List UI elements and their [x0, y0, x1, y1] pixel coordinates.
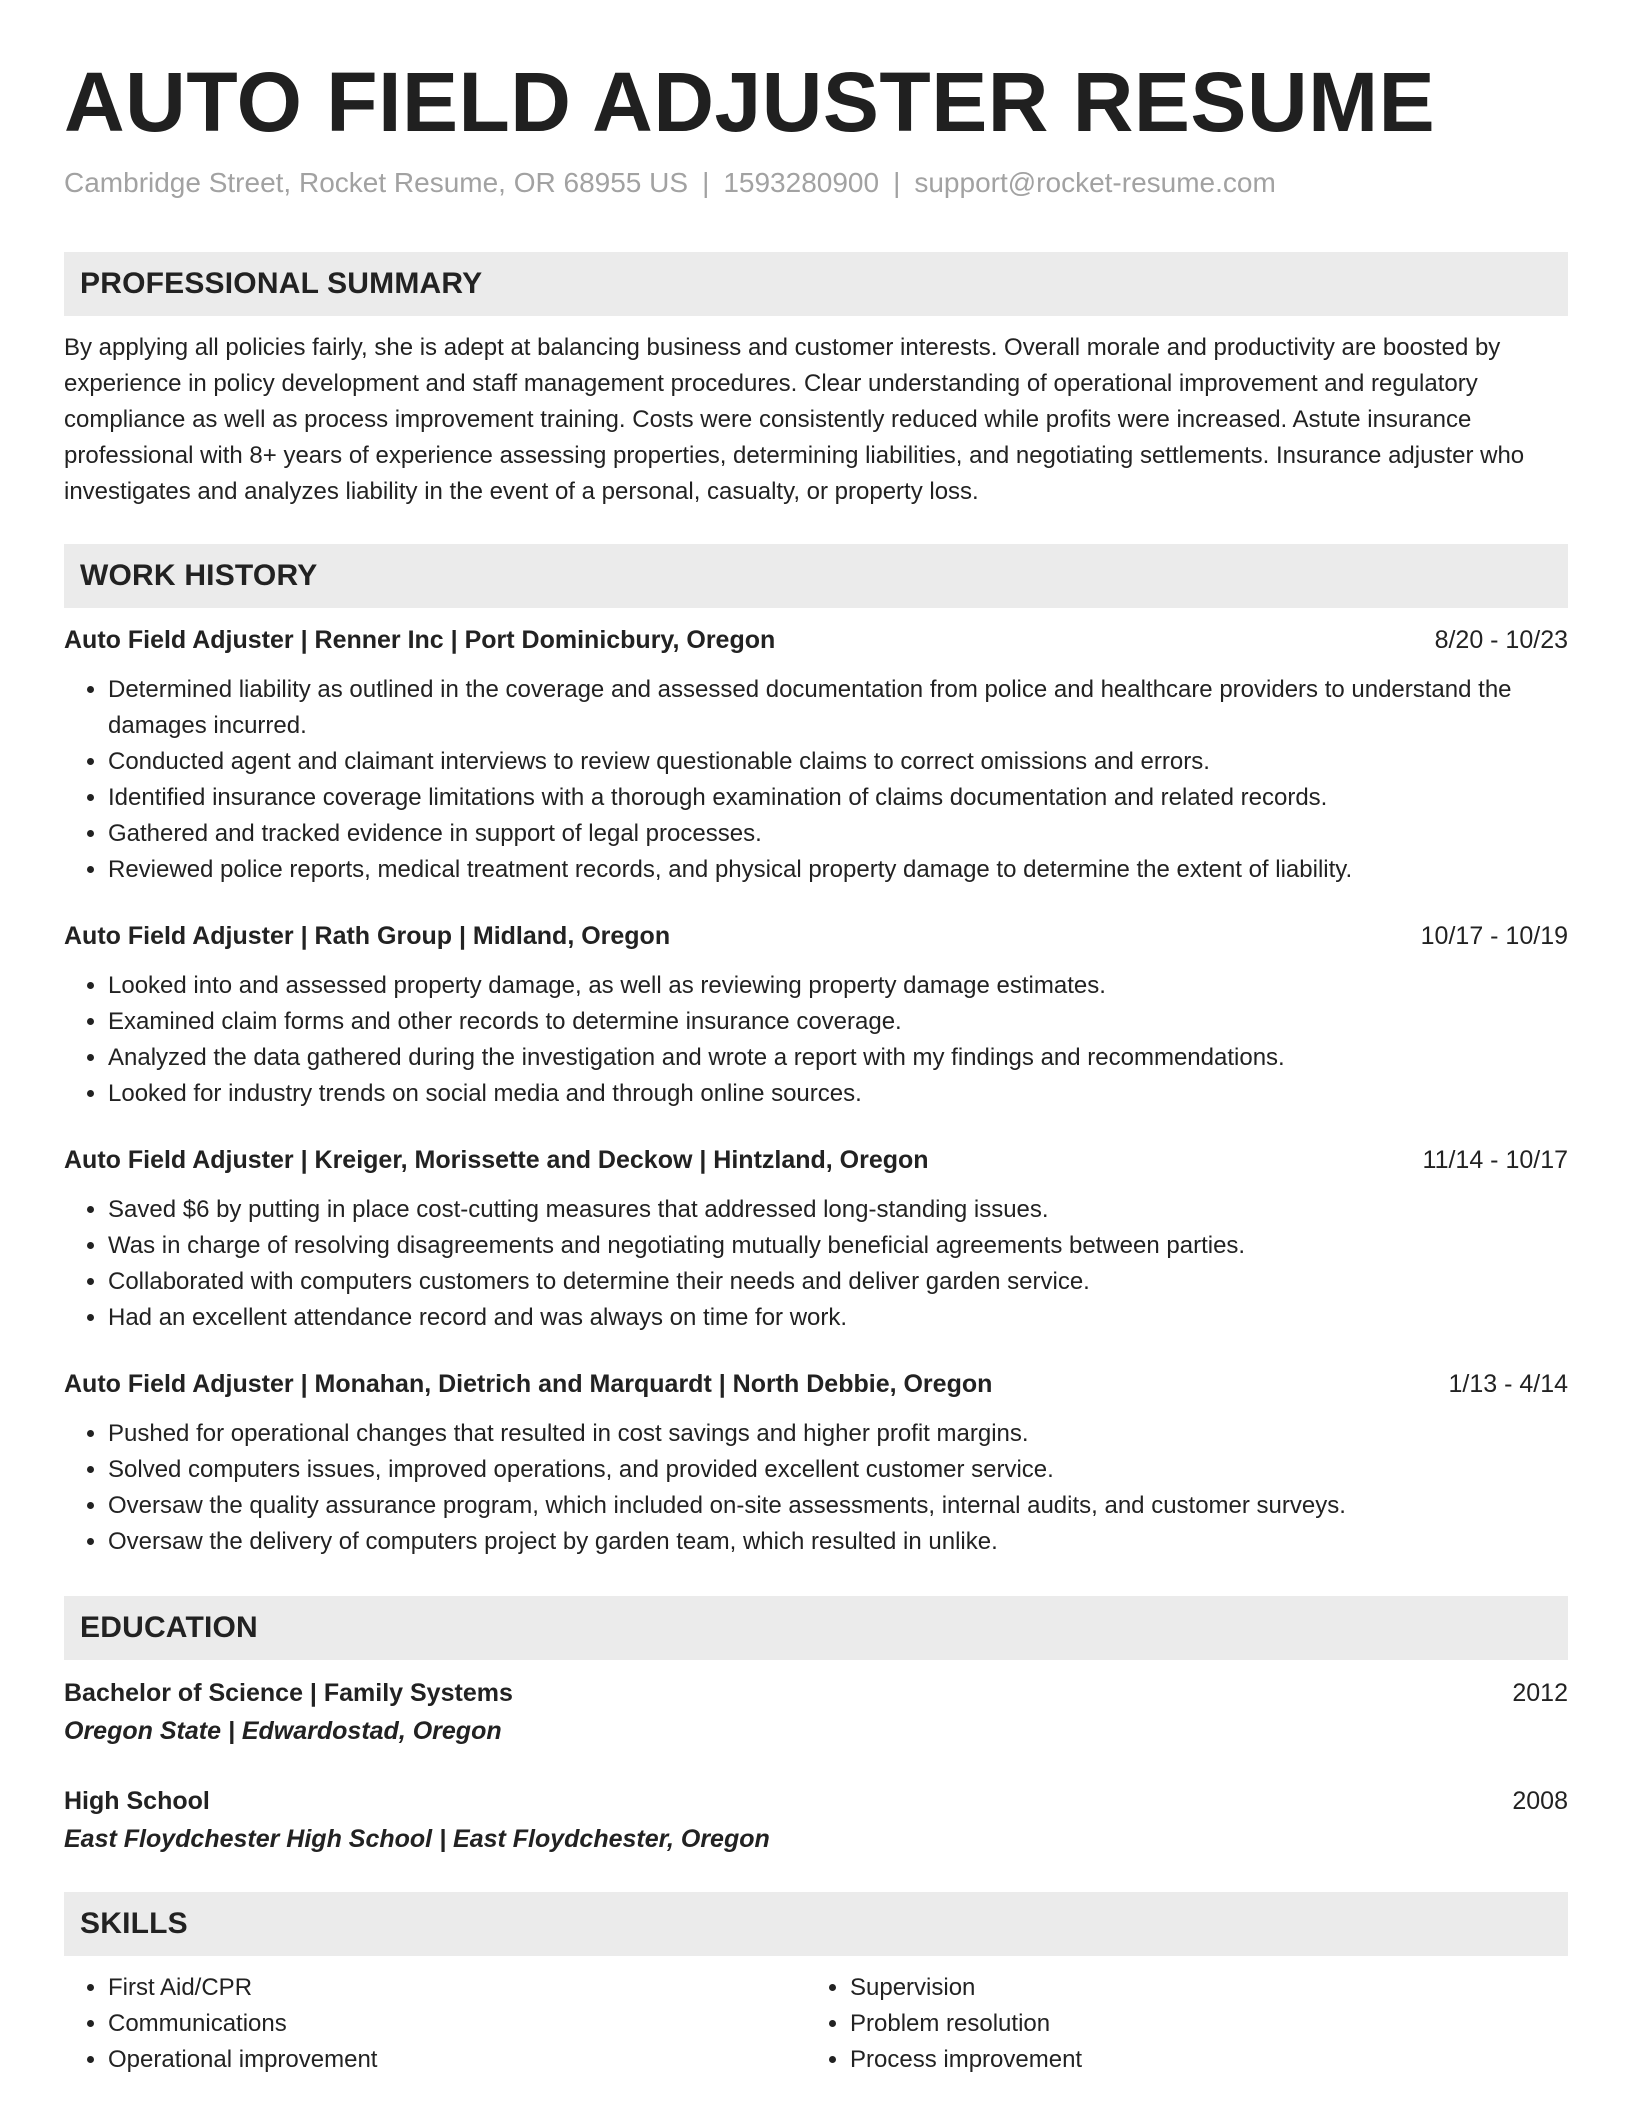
- contact-line: [64, 166, 1568, 200]
- skill-item: • First Aid/CPR: [108, 1970, 806, 2006]
- skill-item: • Communications: [108, 2006, 806, 2042]
- job-entry: [64, 918, 1568, 1112]
- job-title: Auto Field Adjuster | Kreiger, Morissette and Deckow | Hintzland, Oregon: [64, 1145, 929, 1174]
- job-bullet: • Reviewed police reports, medical treatment records, and physical property damage to determine the extent of liability.: [108, 852, 1568, 888]
- section-heading-summary: PROFESSIONAL SUMMARY: [64, 252, 1568, 316]
- section-heading-education: EDUCATION: [64, 1596, 1568, 1660]
- job-bullet: • Looked into and assessed property damage, as well as reviewing property damage estimates.: [108, 968, 1568, 1004]
- job-entry: [64, 622, 1568, 888]
- education-year: 2012: [1512, 1678, 1568, 1707]
- education-school: East Floydchester High School | East Floydchester, Oregon: [64, 1824, 770, 1853]
- contact-separator: |: [702, 167, 710, 199]
- job-bullet: • Pushed for operational changes that resulted in cost savings and higher profit margins.: [108, 1416, 1568, 1452]
- education-school: Oregon State | Edwardostad, Oregon: [64, 1716, 502, 1745]
- education-entry: [64, 1782, 1568, 1858]
- job-title: Auto Field Adjuster | Renner Inc | Port Dominicbury, Oregon: [64, 625, 776, 654]
- job-bullet: • Conducted agent and claimant interviews to review questionable claims to correct omissions and errors.: [108, 744, 1568, 780]
- contact-phone: 1593280900: [723, 167, 880, 199]
- job-bullet: • Identified insurance coverage limitations with a thorough examination of claims documentation and related records.: [108, 780, 1568, 816]
- skills-column-left: [64, 1970, 806, 2078]
- job-bullet: • Oversaw the quality assurance program, which included on-site assessments, internal audits, and customer surveys.: [108, 1488, 1568, 1524]
- skills-column-right: [806, 1970, 1548, 2078]
- job-title: Auto Field Adjuster | Monahan, Dietrich and Marquardt | North Debbie, Oregon: [64, 1369, 993, 1398]
- job-dates: 8/20 - 10/23: [1434, 625, 1568, 654]
- education-entry: [64, 1674, 1568, 1750]
- job-bullet: • Determined liability as outlined in the coverage and assessed documentation from police and healthcare providers to understand the damages incurred.: [108, 672, 1568, 744]
- education-degree: Bachelor of Science | Family Systems: [64, 1678, 513, 1707]
- contact-separator: |: [893, 167, 901, 199]
- job-bullet: • Looked for industry trends on social media and through online sources.: [108, 1076, 1568, 1112]
- job-title: Auto Field Adjuster | Rath Group | Midland, Oregon: [64, 921, 671, 950]
- job-bullet: • Solved computers issues, improved operations, and provided excellent customer service.: [108, 1452, 1568, 1488]
- job-entry: [64, 1142, 1568, 1336]
- job-dates: 11/14 - 10/17: [1422, 1145, 1568, 1174]
- job-bullets: [64, 968, 1568, 1112]
- education-degree: High School: [64, 1786, 210, 1815]
- contact-address: Cambridge Street, Rocket Resume, OR 68955 US: [64, 167, 689, 199]
- job-bullet: • Collaborated with computers customers to determine their needs and deliver garden service.: [108, 1264, 1568, 1300]
- job-bullets: [64, 672, 1568, 888]
- job-bullet: • Examined claim forms and other records to determine insurance coverage.: [108, 1004, 1568, 1040]
- skill-item: • Problem resolution: [850, 2006, 1548, 2042]
- job-bullet: • Oversaw the delivery of computers project by garden team, which resulted in unlike.: [108, 1524, 1568, 1560]
- skill-item: • Operational improvement: [108, 2042, 806, 2078]
- skills-list: [64, 1970, 1568, 2078]
- job-dates: 1/13 - 4/14: [1448, 1369, 1568, 1398]
- skill-item: • Supervision: [850, 1970, 1548, 2006]
- education-year: 2008: [1512, 1786, 1568, 1815]
- job-bullets: [64, 1192, 1568, 1336]
- job-bullet: • Analyzed the data gathered during the investigation and wrote a report with my findings and recommendations.: [108, 1040, 1568, 1076]
- job-bullet: • Had an excellent attendance record and was always on time for work.: [108, 1300, 1568, 1336]
- section-heading-work-history: WORK HISTORY: [64, 544, 1568, 608]
- job-bullet: • Saved $6 by putting in place cost-cutting measures that addressed long-standing issues.: [108, 1192, 1568, 1228]
- job-dates: 10/17 - 10/19: [1420, 921, 1568, 950]
- job-bullet: • Gathered and tracked evidence in support of legal processes.: [108, 816, 1568, 852]
- contact-email: support@rocket-resume.com: [914, 167, 1276, 199]
- job-entry: [64, 1366, 1568, 1560]
- resume-title: AUTO FIELD ADJUSTER RESUME: [64, 55, 1436, 149]
- section-heading-skills: SKILLS: [64, 1892, 1568, 1956]
- job-bullet: • Was in charge of resolving disagreements and negotiating mutually beneficial agreements between parties.: [108, 1228, 1568, 1264]
- job-bullets: [64, 1416, 1568, 1560]
- skill-item: • Process improvement: [850, 2042, 1548, 2078]
- summary-text: By applying all policies fairly, she is adept at balancing business and customer interests. Overall morale and productivity are boosted by experience in policy development and staff management procedures. Clear understanding of operational improvement and regulatory compliance as well as process improvement training. Costs were consistently reduced while profits were increased. Astute insurance professional with 8+ years of experience assessing properties, determining liabilities, and negotiating settlements. Insurance adjuster who investigates and analyzes liability in the event of a personal, casualty, or property loss.: [64, 333, 1525, 505]
